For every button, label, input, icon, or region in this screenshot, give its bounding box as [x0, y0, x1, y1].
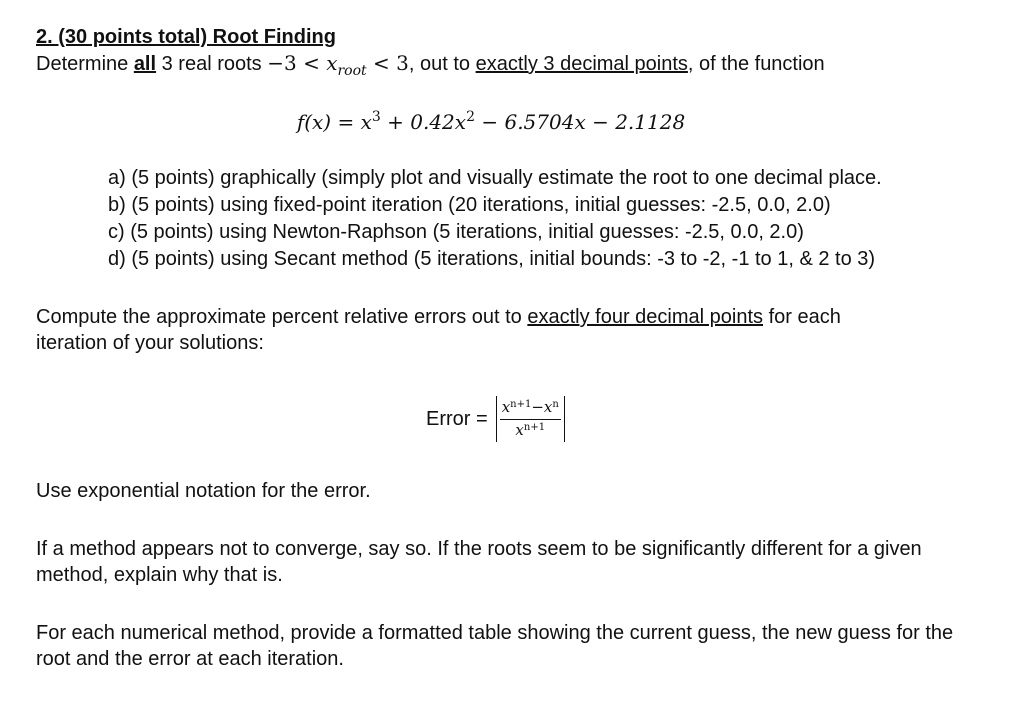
term-3: − 6.5704x − 2.1128 — [475, 110, 686, 135]
function-arg: (x) = x — [304, 110, 372, 135]
intro-sentence — [36, 50, 986, 80]
document-page — [36, 24, 986, 672]
intro-text-mid: 3 real roots — [156, 53, 268, 75]
part-d: d) (5 points) using Secant method (5 iterations, initial bounds: -3 to -2, -1 to 1, & 2 to 3) — [108, 248, 876, 271]
intro-text-post1: , out to — [408, 53, 476, 75]
fraction-denominator: $x^{n+1}$ — [515, 420, 546, 439]
term-2: + 0.42x — [380, 110, 467, 135]
intro-text-pre: Determine — [36, 53, 134, 75]
fraction-numerator: $x^{n+1}-x^n$ — [500, 398, 561, 420]
intro-all-emphasis: all — [133, 53, 157, 75]
x-variable: x — [326, 51, 338, 75]
table-note: For each numerical method, provide a formatted table showing the current guess, the new guess for the root and the error at each iteration. — [36, 622, 954, 671]
parts-list — [108, 165, 986, 272]
function-name: f — [296, 110, 305, 135]
compute-paragraph — [36, 304, 986, 356]
part-b: b) (5 points) using fixed-point iteration (20 iterations, initial guesses: -2.5, 0.0, 2.0) — [108, 194, 831, 217]
intro-text-post2: , of the function — [687, 53, 825, 75]
compute-line-1 — [36, 304, 984, 330]
exponential-note: Use exponential notation for the error. — [36, 480, 371, 503]
part-c: c) (5 points) using Newton-Raphson (5 iterations, initial guesses: -2.5, 0.0, 2.0) — [108, 221, 804, 244]
inequality-right: < 3 — [366, 51, 409, 75]
exponent-3: 3 — [371, 109, 381, 126]
convergence-note: If a method appears not to converge, say so. If the roots seem to be significantly different for a given method, explain why that is. — [36, 538, 922, 587]
part-a: a) (5 points) graphically (simply plot and visually estimate the root to one decimal place. — [108, 167, 882, 190]
compute-pre-words: Compute the approximate percent relative errors out to exactly four decimal points for each — [36, 306, 841, 329]
exponent-2: 2 — [466, 109, 475, 126]
error-fraction — [497, 398, 564, 440]
function-equation — [0, 108, 986, 135]
compute-line-2: iteration of your solutions: — [36, 332, 264, 355]
abs-bar-right — [564, 396, 565, 442]
error-label: Error = — [426, 408, 488, 431]
error-formula — [426, 394, 986, 444]
exact-4-decimal-emphasis: exactly four decimal points — [527, 306, 764, 329]
inequality-left: −3 < — [267, 51, 327, 75]
root-subscript: root — [337, 63, 367, 79]
exact-3-decimal-emphasis: exactly 3 decimal points — [475, 53, 688, 75]
section-heading: 2. (30 points total) Root Finding — [36, 26, 336, 48]
